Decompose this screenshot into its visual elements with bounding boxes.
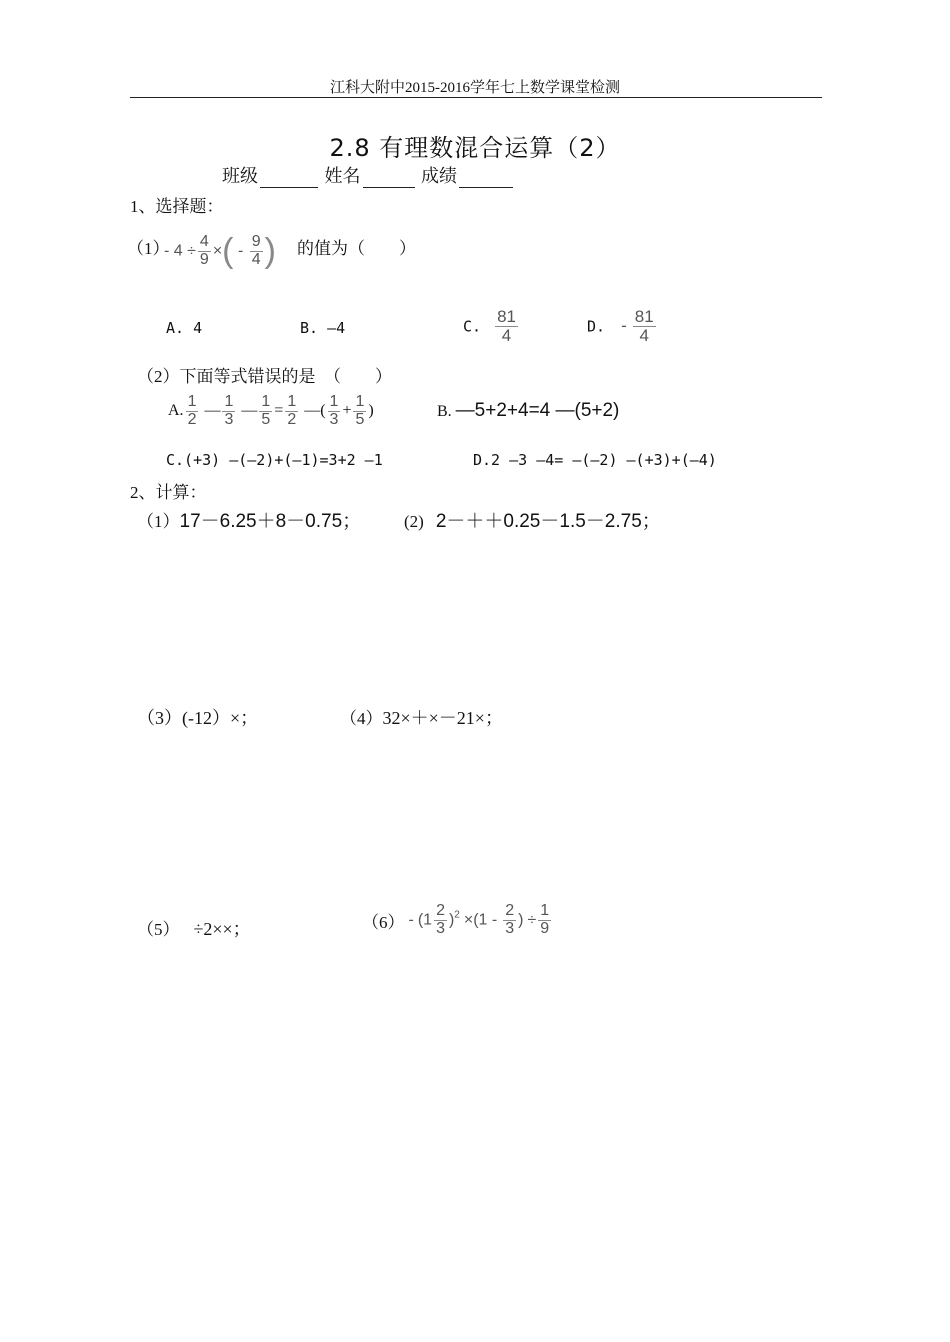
problem-2 <box>404 506 661 533</box>
problem-4-expr: 32×＋×－21×； <box>382 708 503 728</box>
q2-option-c[interactable]: C.(+3) —(—2)+(—1)=3+2 —1 <box>166 451 383 469</box>
q2-option-b-label: B. <box>437 403 452 420</box>
q1-neg-sign: - <box>237 242 244 260</box>
q2a-frac-1-3b: $\frac{1}{3}$ <box>329 393 339 428</box>
problem-5 <box>137 915 251 941</box>
q2a-minus-2: — <box>241 401 258 419</box>
q2a-minus-1: — <box>204 401 221 419</box>
q2-option-d[interactable]: D.2 —3 —4= —(—2) —(+3)+(—4) <box>473 451 717 469</box>
q1-minus-four: - 4 <box>164 242 183 260</box>
problem-3: （3）(-12）×； <box>137 708 259 728</box>
student-info-line <box>222 162 515 188</box>
problem-5-expr: ÷2××； <box>193 919 251 939</box>
q1-label: （1） <box>127 239 170 258</box>
q1-suffix: 的值为（ ） <box>297 239 416 258</box>
q1-fraction-9-4: $\frac{9}{4}$ <box>251 233 261 268</box>
section1-heading: 1、选择题： <box>130 197 224 216</box>
problem-4 <box>340 704 503 730</box>
score-label: 成绩 <box>421 166 457 186</box>
name-blank[interactable] <box>363 169 415 188</box>
q1-left-paren: ( <box>222 232 234 270</box>
problem-1 <box>137 506 361 533</box>
problem-6-label: （6） <box>362 912 405 932</box>
p6-divide: ÷ <box>527 911 537 929</box>
problem-1-label: （1） <box>137 512 180 531</box>
q2a-frac-1-5: $\frac{1}{5}$ <box>261 393 271 428</box>
q1-divide-sign: ÷ <box>187 242 196 260</box>
p6-right-paren: ) <box>448 911 455 929</box>
q1-times-sign: × <box>212 242 223 260</box>
q1-option-d-fraction: $\frac{81}{4}$ <box>634 307 654 345</box>
q1-option-c-fraction: $\frac{81}{4}$ <box>497 307 516 345</box>
q1-option-d-sign: - <box>621 316 627 336</box>
q1-fraction-4-9: $\frac{4}{9}$ <box>199 233 209 268</box>
name-label: 姓名 <box>324 166 361 186</box>
q2a-frac-1-5b: $\frac{1}{5}$ <box>355 393 365 428</box>
p6-neg: - <box>408 911 414 929</box>
q1-right-paren: ) <box>264 232 276 270</box>
problem-2-expr: 2－＋＋0.25－1.5－2.75； <box>435 511 661 532</box>
q1-option-d-label: D. <box>587 317 606 336</box>
q2-option-a-label: A. <box>168 401 184 419</box>
q2a-frac-1-2b: $\frac{1}{2}$ <box>287 393 297 428</box>
page-header: 江科大附中2015-2016学年七上数学课堂检测 <box>330 80 620 96</box>
class-label: 班级 <box>222 166 258 186</box>
q2a-right-paren: ) <box>368 401 374 419</box>
page-title: 2.8 有理数混合运算（2） <box>329 134 621 162</box>
score-blank[interactable] <box>459 169 513 188</box>
p6-middle: ×(1 - <box>463 911 498 929</box>
q2a-minus-paren: —( <box>304 401 326 419</box>
q2-option-b[interactable] <box>437 400 619 422</box>
class-blank[interactable] <box>260 169 318 188</box>
header-rule <box>130 97 822 98</box>
q2a-frac-1-3: $\frac{1}{3}$ <box>224 393 234 428</box>
q1-expression <box>164 232 276 271</box>
problem-1-expr: 17－6.25＋8－0.75； <box>179 511 362 532</box>
p6-frac-2-3: $\frac{2}{3}$ <box>436 902 445 937</box>
q2a-equals: = <box>274 401 284 419</box>
q2-option-a[interactable] <box>168 394 374 429</box>
section2-heading: 2、计算： <box>130 483 207 502</box>
q1-option-c[interactable] <box>463 308 520 345</box>
q2-option-b-expr: —5+2+4=4 —(5+2) <box>455 400 620 421</box>
problem-6 <box>362 903 553 938</box>
q1-option-b[interactable]: B. —4 <box>300 319 346 337</box>
p6-exponent: 2 <box>454 909 460 921</box>
problem-2-label: (2) <box>404 512 424 531</box>
p6-frac-1-9: $\frac{1}{9}$ <box>540 902 550 937</box>
p6-frac-2-3b: $\frac{2}{3}$ <box>505 902 515 937</box>
p6-right-paren-2: ) <box>518 911 524 929</box>
q1-option-d[interactable] <box>587 308 658 345</box>
q1-option-a[interactable]: A. 4 <box>166 319 203 337</box>
problem-5-label: （5） <box>137 920 180 939</box>
q2a-plus: + <box>342 401 352 419</box>
p6-left-paren: (1 <box>417 911 433 929</box>
problem-4-label: （4） <box>340 709 383 728</box>
q2-label: （2）下面等式错误的是 （ ） <box>137 367 392 386</box>
q2a-frac-1-2: $\frac{1}{2}$ <box>187 393 197 428</box>
q1-option-c-label: C. <box>463 317 482 336</box>
